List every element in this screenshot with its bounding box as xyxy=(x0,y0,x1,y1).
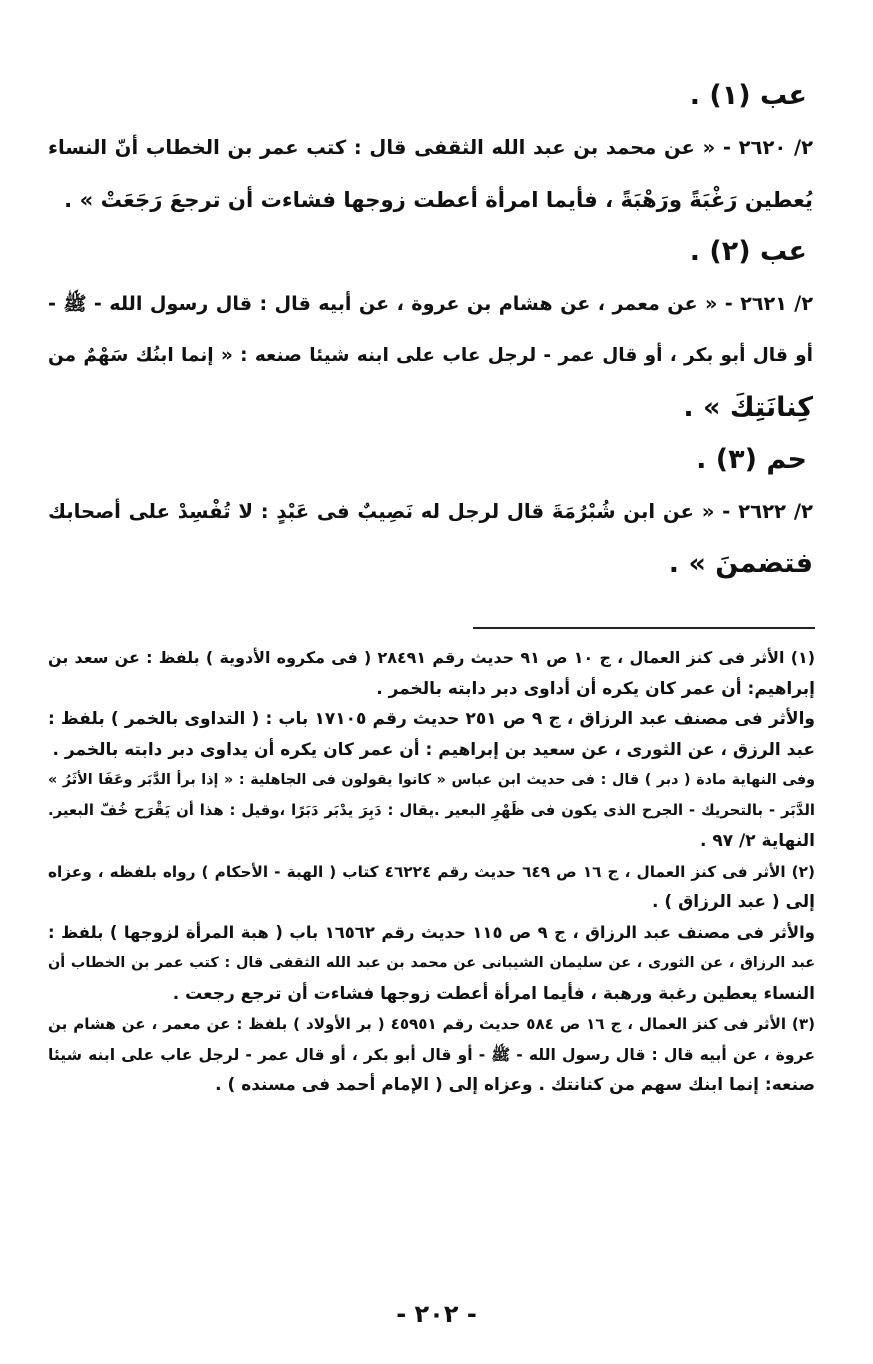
footnote-1-line: عبد الرزق ، عن الثورى ، عن سعيد بن إبراهيم : أن عمر كان يكره أن يداوى دبر دابته بالخمر . xyxy=(52,739,815,760)
footnote-divider xyxy=(473,627,815,629)
footnote-1-line: النهاية ٢/ ٩٧ . xyxy=(699,831,815,851)
main-text xyxy=(48,70,813,590)
hadith-2620-line: يُعطين رَغْبَةً ورَهْبَةً ، فأيما امرأة أعطت زوجها فشاءت أن ترجعَ رَجَعَتْ » . xyxy=(64,187,813,212)
source-reference: عب (١) . xyxy=(689,80,807,111)
source-reference: حم (٣) . xyxy=(696,444,807,475)
footnote-2-line: إلى ( عبد الرزاق ) . xyxy=(652,892,815,912)
footnote-2-line: والأثر فى مصنف عبد الرزاق ، ج ٩ ص ١١٥ حديث رقم ١٦٥٦٢ باب ( هبة المرأة لزوجها ) بلفظ : xyxy=(48,922,815,942)
hadith-2622-line: فتضمنَ » . xyxy=(668,548,813,579)
footnote-1-line: الدَّبَر - بالتحريك - الجرح الذى يكون فى ظَهْرِ البعير .يقال : دَبِرَ يدْبَر دَبَرًا ،وقيل : هذا أن يَقْرَح خُفّ البعير. xyxy=(48,801,815,819)
footnote-3-line: (٣) الأثر فى كنز العمال ، ج ١٦ ص ٥٨٤ حديث رقم ٤٥٩٥١ ( بر الأولاد ) بلفظ : عن معمر ، عن هشام بن xyxy=(48,1015,815,1033)
footnote-2-line: النساء يعطين رغبة ورهبة ، فأيما امرأة أعطت زوجها فشاءت أن ترجع رجعت . xyxy=(172,983,815,1004)
footnote-3-line: عروة ، عن أبيه قال : قال رسول الله - ﷺ - أو قال أبو بكر ، أو قال عمر - لرجل عاب على ابنه شيئا xyxy=(48,1044,815,1064)
page-number: - ٢٠٢ - xyxy=(396,1300,477,1328)
footnote-1-line: وفى النهاية مادة ( دبر ) قال : فى حديث ابن عباس « كانوا يقولون فى الجاهلية : « إذا برأ الدَّبَر وعَفَا الأثَرُ » xyxy=(48,772,815,788)
footnotes xyxy=(48,643,815,1101)
footnote-2-line: عبد الرزاق ، عن الثورى ، عن سليمان الشيبانى عن محمد بن عبد الله الثقفى قال : كتب عمر بن الخطاب أن xyxy=(48,955,815,971)
footnote-1-line: إبراهيم: أن عمر كان يكره أن أداوى دبر دابته بالخمر . xyxy=(376,678,815,699)
footnote-2-line: (٢) الأثر فى كنز العمال ، ج ١٦ ص ٦٤٩ حديث رقم ٤٦٢٢٤ كتاب ( الهبة - الأحكام ) رواه بلفظه ، وعزاه xyxy=(48,862,816,881)
hadith-2621-line: ٢/ ٢٦٢١ - « عن معمر ، عن هشام بن عروة ، عن أبيه قال : قال رسول الله - ﷺ - xyxy=(48,292,813,315)
hadith-2622-line: ٢/ ٢٦٢٢ - « عن ابن شُبْرُمَةَ قال لرجل له نَصِيبٌ فى عَبْدٍ : لا تُفْسِدْ على أصحابك xyxy=(48,500,813,523)
footnote-1-line: والأثر فى مصنف عبد الرزاق ، ج ٩ ص ٢٥١ حديث رقم ١٧١٠٥ باب : ( التداوى بالخمر ) بلفظ : xyxy=(48,709,815,729)
hadith-2621-line: كِنانَتِكَ » . xyxy=(683,392,813,423)
hadith-2621-line: أو قال أبو بكر ، أو قال عمر - لرجل عاب على ابنه شيئا صنعه : « إنما ابنُك سَهْمٌ من xyxy=(48,345,813,366)
footnote-3-line: صنعه: إنما ابنك سهم من كنانتك . وعزاه إلى ( الإمام أحمد فى مسنده ) . xyxy=(215,1075,815,1095)
hadith-2620-line: ٢/ ٢٦٢٠ - « عن محمد بن عبد الله الثقفى قال : كتب عمر بن الخطاب أنّ النساء xyxy=(48,136,813,159)
footnote-1-line: (١) الأثر فى كنز العمال ، ج ١٠ ص ٩١ حديث رقم ٢٨٤٩١ ( فى مكروه الأدوية ) بلفظ : عن سعد بن xyxy=(48,648,815,667)
source-reference: عب (٢) . xyxy=(689,236,807,267)
